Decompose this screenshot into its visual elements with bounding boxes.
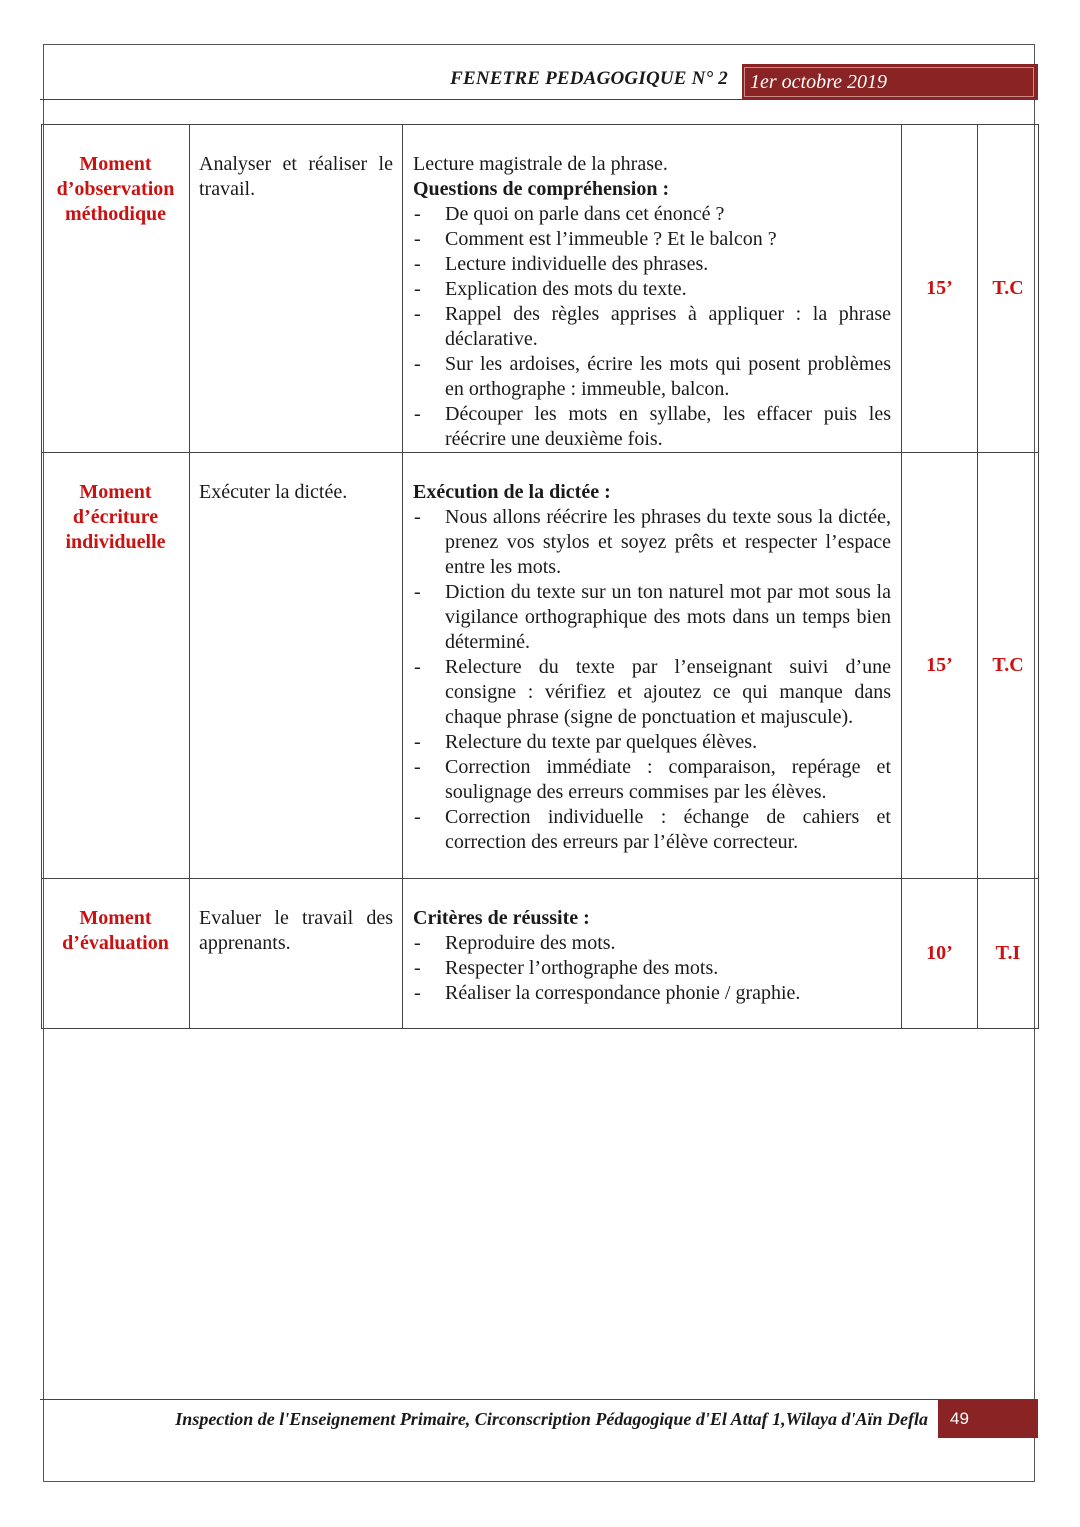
content-intro: Lecture magistrale de la phrase. [413, 153, 668, 175]
duration-cell: 10’ [902, 879, 978, 1029]
list-item: - Réaliser la correspondance phonie / graphie. [413, 981, 891, 1006]
list-item: - Relecture du texte par l’enseignant suivi d’une consigne : vérifiez et ajoutez ce qui manque dans chaque phrase (signe de ponctuation et majuscule). [413, 655, 891, 730]
organization-cell: T.C [978, 125, 1039, 453]
list-item: - Sur les ardoises, écrire les mots qui posent problèmes en orthographe : immeuble, balcon. [413, 352, 891, 402]
list-item: - Diction du texte sur un ton naturel mot par mot sous la vigilance orthographique des mots dans un temps bien déterminé. [413, 580, 891, 655]
list-item: - Rappel des règles apprises à appliquer : la phrase déclarative. [413, 302, 891, 352]
list-item: - Lecture individuelle des phrases. [413, 252, 891, 277]
list-item: - Explication des mots du texte. [413, 277, 891, 302]
content-list [413, 931, 891, 1006]
header-rule [40, 99, 1038, 100]
list-item: - Découper les mots en syllabe, les effacer puis les réécrire une deuxième fois. [413, 402, 891, 452]
moment-cell: Moment d’évaluation [42, 879, 190, 1029]
list-item: - Correction individuelle : échange de cahiers et correction des erreurs par l’élève correcteur. [413, 805, 891, 855]
list-item: - Respecter l’orthographe des mots. [413, 956, 891, 981]
content-heading: Critères de réussite : [413, 907, 590, 929]
objective-cell: Analyser et réaliser le travail. [190, 125, 403, 453]
table-row [42, 125, 1039, 453]
list-item: - De quoi on parle dans cet énoncé ? [413, 202, 891, 227]
objective-cell: Evaluer le travail des apprenants. [190, 879, 403, 1029]
organization-cell: T.C [978, 453, 1039, 879]
page-number-box [938, 1400, 1038, 1438]
header-date-box [740, 64, 1038, 100]
moment-cell: Moment d’observation méthodique [42, 125, 190, 453]
content-list [413, 505, 891, 855]
content-list [413, 202, 891, 452]
moment-cell: Moment d’écriture individuelle [42, 453, 190, 879]
duration-cell: 15’ [902, 453, 978, 879]
lesson-table [41, 124, 1039, 1029]
list-item: - Relecture du texte par quelques élèves. [413, 730, 891, 755]
list-item: - Comment est l’immeuble ? Et le balcon ? [413, 227, 891, 252]
header-title: FENETRE PEDAGOGIQUE N° 2 [450, 68, 728, 89]
page-number: 49 [950, 1409, 969, 1428]
objective-cell: Exécuter la dictée. [190, 453, 403, 879]
header-date: 1er octobre 2019 [750, 71, 888, 93]
list-item: - Reproduire des mots. [413, 931, 891, 956]
table-row [42, 879, 1039, 1029]
list-item: - Correction immédiate : comparaison, repérage et soulignage des erreurs commises par les élèves. [413, 755, 891, 805]
duration-cell: 15’ [902, 125, 978, 453]
list-item: - Nous allons réécrire les phrases du texte sous la dictée, prenez vos stylos et soyez prêts et respecter l’espace entre les mots. [413, 505, 891, 580]
table-row [42, 453, 1039, 879]
content-heading: Exécution de la dictée : [413, 481, 611, 503]
organization-cell: T.I [978, 879, 1039, 1029]
content-cell [403, 453, 902, 879]
content-cell [403, 879, 902, 1029]
footer-text: Inspection de l'Enseignement Primaire, Circonscription Pédagogique d'El Attaf 1,Wilaya d'Aïn Defla [175, 1409, 928, 1429]
content-cell [403, 125, 902, 453]
content-heading: Questions de compréhension : [413, 178, 670, 200]
footer-rule [40, 1399, 1038, 1400]
